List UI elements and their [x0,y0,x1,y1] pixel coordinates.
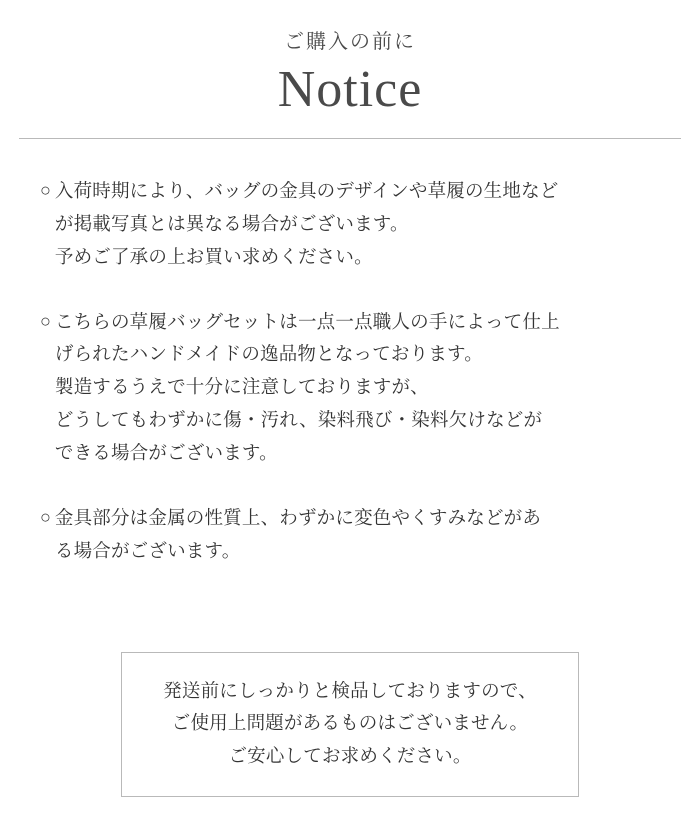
note-line: 予めご了承の上お買い求めください。 [54,245,373,267]
note-item [40,502,660,568]
assurance-callout [121,652,579,797]
note-text [55,502,660,568]
bullet-circle-icon: ○ [40,507,51,528]
notes-list [40,175,660,568]
note-line: 金具部分は金属の性質上、わずかに変色やくすみなどがあ [54,507,542,529]
page-title: Notice [277,61,423,118]
page-header [0,0,700,139]
bullet-circle-icon: ○ [40,310,51,331]
note-line: こちらの草履バッグセットは一点一点職人の手によって仕上 [54,310,560,332]
note-line: 製造するうえで十分に注意しておりますが、 [54,376,429,398]
note-line: が掲載写真とは異なる場合がございます。 [54,212,409,234]
note-item [40,306,660,471]
callout-line: ご安心してお求めください。 [228,744,472,766]
note-text [55,306,660,471]
note-item [40,175,660,274]
note-line: げられたハンドメイドの逸品物となっております。 [54,343,483,365]
header-kicker: ご購入の前に [284,31,416,53]
note-text [55,175,660,274]
note-line: どうしてもわずかに傷・汚れ、染料飛び・染料欠けなどが [54,409,543,431]
header-divider [19,138,681,139]
callout-wrapper [0,652,700,797]
note-line: できる場合がございます。 [54,442,278,464]
callout-line: 発送前にしっかりと検品しておりますので、 [163,680,537,701]
note-line: る場合がございます。 [54,540,241,562]
note-line: 入荷時期により、バッグの金具のデザインや草履の生地など [54,179,559,201]
callout-line: ご使用上問題があるものはございません。 [171,712,529,734]
bullet-circle-icon: ○ [40,179,51,200]
